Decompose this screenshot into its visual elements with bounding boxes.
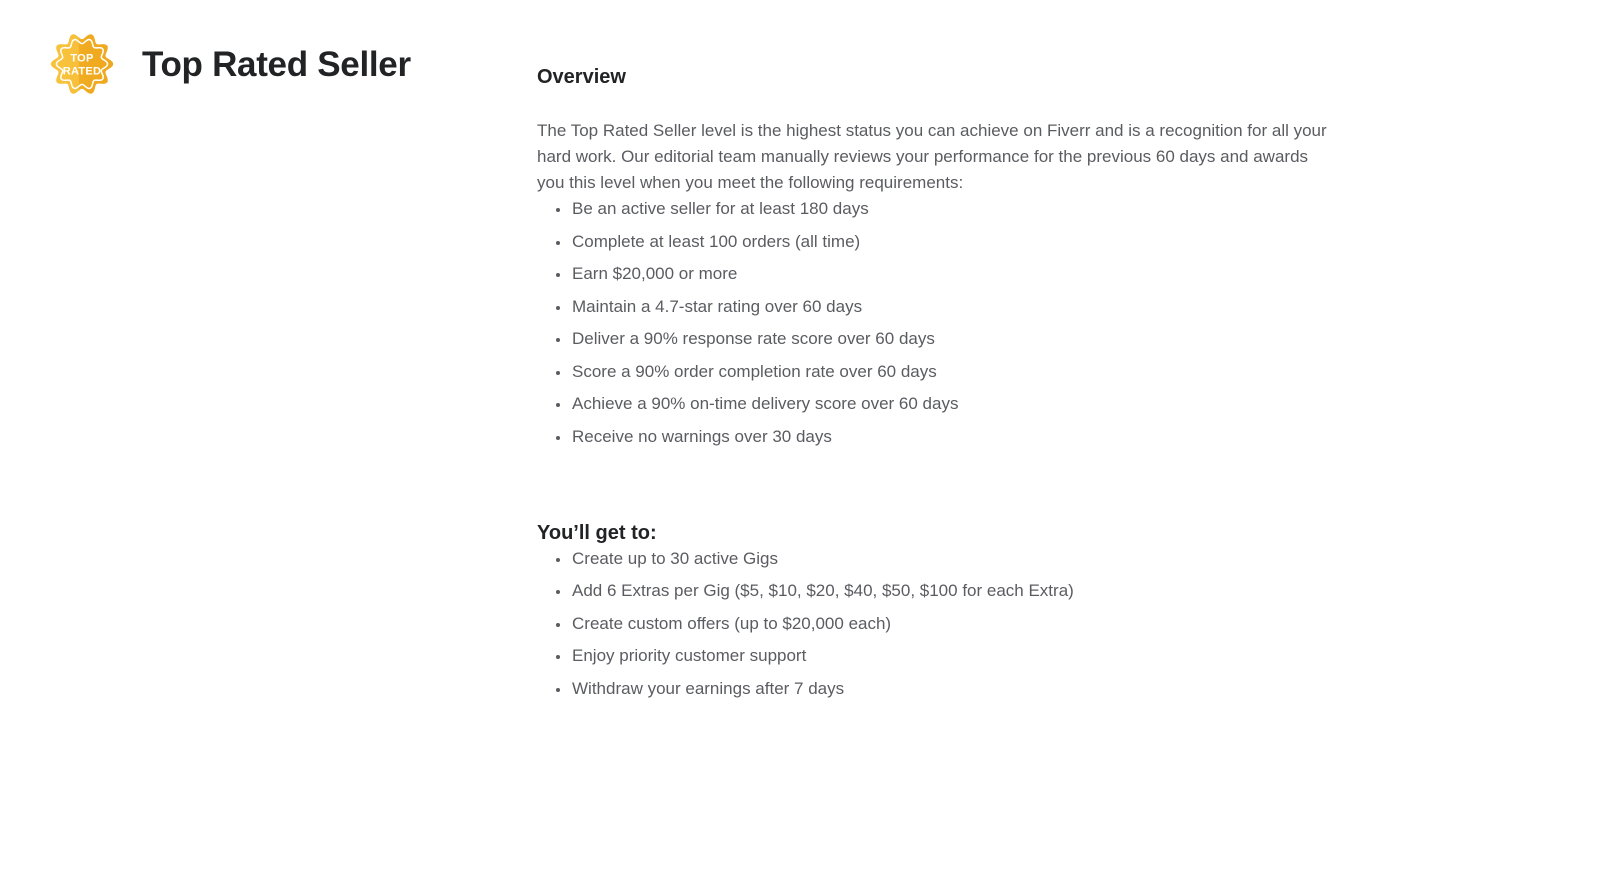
benefit-item: • Create up to 30 active Gigs xyxy=(571,546,1337,572)
overview-paragraph: The Top Rated Seller level is the highest status you can achieve on Fiverr and is a recognition for all your hard work. Our editorial team manually reviews your performance for the previous 60 days and awards you this level when you meet the following requirements: xyxy=(537,121,1327,192)
requirements-list xyxy=(537,196,1337,450)
requirement-item: • Complete at least 100 orders (all time) xyxy=(571,229,1337,255)
requirement-item: • Score a 90% order completion rate over 60 days xyxy=(571,359,1337,385)
benefits-heading: You’ll get to: xyxy=(537,521,657,544)
page-title: Top Rated Seller xyxy=(142,44,411,84)
benefit-item: • Add 6 Extras per Gig ($5, $10, $20, $40, $50, $100 for each Extra) xyxy=(571,578,1337,604)
requirement-item: • Earn $20,000 or more xyxy=(571,261,1337,287)
badge-text-top: TOP xyxy=(70,52,94,65)
requirement-item: • Be an active seller for at least 180 days xyxy=(571,196,1337,222)
overview-heading: Overview xyxy=(537,66,626,88)
requirement-item: • Deliver a 90% response rate score over 60 days xyxy=(571,326,1337,352)
level-header xyxy=(50,32,411,96)
requirement-item: • Receive no warnings over 30 days xyxy=(571,424,1337,450)
requirement-item: • Maintain a 4.7-star rating over 60 days xyxy=(571,294,1337,320)
benefits-list xyxy=(537,546,1337,702)
benefit-item: • Create custom offers (up to $20,000 each) xyxy=(571,611,1337,637)
benefit-item: • Enjoy priority customer support xyxy=(571,643,1337,669)
benefit-item: • Withdraw your earnings after 7 days xyxy=(571,676,1337,702)
requirement-item: • Achieve a 90% on-time delivery score over 60 days xyxy=(571,391,1337,417)
badge-text-rated: RATED xyxy=(62,65,102,78)
level-details xyxy=(537,64,1337,708)
top-rated-badge-icon xyxy=(50,32,114,96)
